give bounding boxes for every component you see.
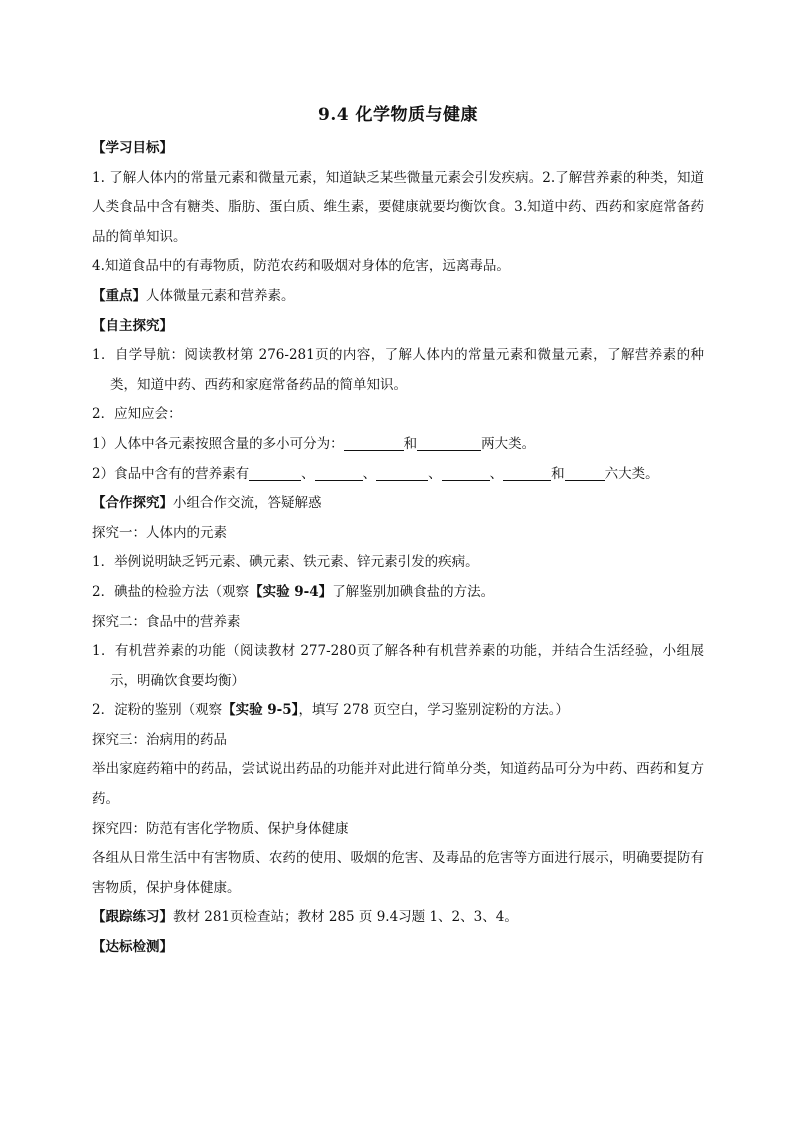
question-1 <box>92 430 704 460</box>
page-title: 9.4 化学物质与健康 <box>318 105 478 125</box>
experiment-label: 【实验 9-5】 <box>222 702 299 719</box>
practice-line <box>92 903 704 933</box>
question-1-text-b: 和 <box>403 435 418 452</box>
topic-3-text: 举出家庭药箱中的药品，尝试说出药品的功能并对此进行简单分类，知道药品可分为中药、西药和复方药。 <box>92 761 704 808</box>
answer-blank[interactable] <box>565 466 605 481</box>
topic-1-item-2-a: 2．碘盐的检验方法（观察 <box>92 583 250 600</box>
topic-4-text: 各组从日常生活中有害物质、农药的使用、吸烟的危害、及毒品的危害等方面进行展示，明确要提防有害物质，保护身体健康。 <box>92 850 704 896</box>
learning-goals-heading: 【学习目标】 <box>92 140 173 156</box>
topic-1-heading: 探究一：人体内的元素 <box>92 524 227 541</box>
topic-1-item-2 <box>92 578 704 608</box>
question-2-end: 六大类。 <box>604 465 659 482</box>
topic-2-item-2-c: ，填写 278 页空白，学习鉴别淀粉的方法。） <box>298 702 570 719</box>
learning-goals-paragraph: 1. 了解人体内的常量元素和微量元素，知道缺乏某些微量元素会引发疾病。2.了解营养素的种类，知道人类食品中含有糖类、脂肪、蛋白质、维生素，要健康就要均衡饮食。3.知道中药、西药和家庭常备药品的简单知识。 <box>92 169 704 245</box>
learning-goals-item-4: 4.知道食品中的有毒物质，防范农药和吸烟对身体的危害，远离毒品。 <box>92 258 510 275</box>
topic-2-heading: 探究二：食品中的营养素 <box>92 613 241 630</box>
topic-1-item-1: 1．举例说明缺乏钙元素、碘元素、铁元素、锌元素引发的疾病。 <box>92 554 479 571</box>
topic-2-item-1: 1．有机营养素的功能（阅读教材 277-280页了解各种有机营养素的功能，并结合生活经验，小组展示，明确饮食要均衡） <box>92 643 704 689</box>
question-2 <box>92 460 704 490</box>
self-study-should-know: 2．应知应会： <box>92 406 182 423</box>
experiment-label: 【实验 9-4】 <box>249 583 333 600</box>
cooperation-text: 小组合作交流，答疑解惑 <box>173 495 322 512</box>
practice-label: 【跟踪练习】 <box>92 909 173 926</box>
question-1-text-c: 两大类。 <box>481 435 536 452</box>
answer-blank[interactable] <box>503 466 551 481</box>
key-point-label: 【重点】 <box>92 287 146 304</box>
separator: 、 <box>362 465 377 482</box>
cooperation-line <box>92 489 704 519</box>
cooperation-label: 【合作探究】 <box>92 495 173 512</box>
answer-blank[interactable] <box>417 436 481 451</box>
question-1-text-a: 1）人体中各元素按照含量的多小可分为： <box>92 435 344 452</box>
topic-3-heading: 探究三：治病用的药品 <box>92 731 227 748</box>
self-study-guide: 1．自学导航：阅读教材第 276-281页的内容，了解人体内的常量元素和微量元素，了解营养素的种类，知道中药、西药和家庭常备药品的简单知识。 <box>92 347 704 393</box>
practice-text: 教材 281页检查站；教材 285 页 9.4习题 1、2、3、4。 <box>173 909 518 926</box>
answer-blank[interactable] <box>442 466 490 481</box>
separator: 、 <box>428 465 442 482</box>
question-2-and: 和 <box>551 465 565 482</box>
topic-2-item-2 <box>92 696 704 726</box>
key-point-line <box>92 282 704 312</box>
worksheet-page <box>92 100 704 963</box>
answer-blank[interactable] <box>315 466 363 481</box>
question-2-text-a: 2）食品中含有的营养素有 <box>92 465 250 482</box>
answer-blank[interactable] <box>344 436 404 451</box>
topic-4-heading: 探究四：防范有害化学物质、保护身体健康 <box>92 820 349 837</box>
separator: 、 <box>489 465 504 482</box>
separator: 、 <box>301 465 315 482</box>
topic-1-item-2-c: 了解鉴别加碘食盐的方法。 <box>332 583 495 600</box>
self-study-heading: 【自主探究】 <box>92 317 173 334</box>
answer-blank[interactable] <box>376 466 428 481</box>
answer-blank[interactable] <box>249 466 301 481</box>
key-point-text: 人体微量元素和营养素。 <box>146 287 295 304</box>
assessment-heading: 【达标检测】 <box>92 939 173 956</box>
topic-2-item-2-a: 2．淀粉的鉴别（观察 <box>92 702 223 719</box>
